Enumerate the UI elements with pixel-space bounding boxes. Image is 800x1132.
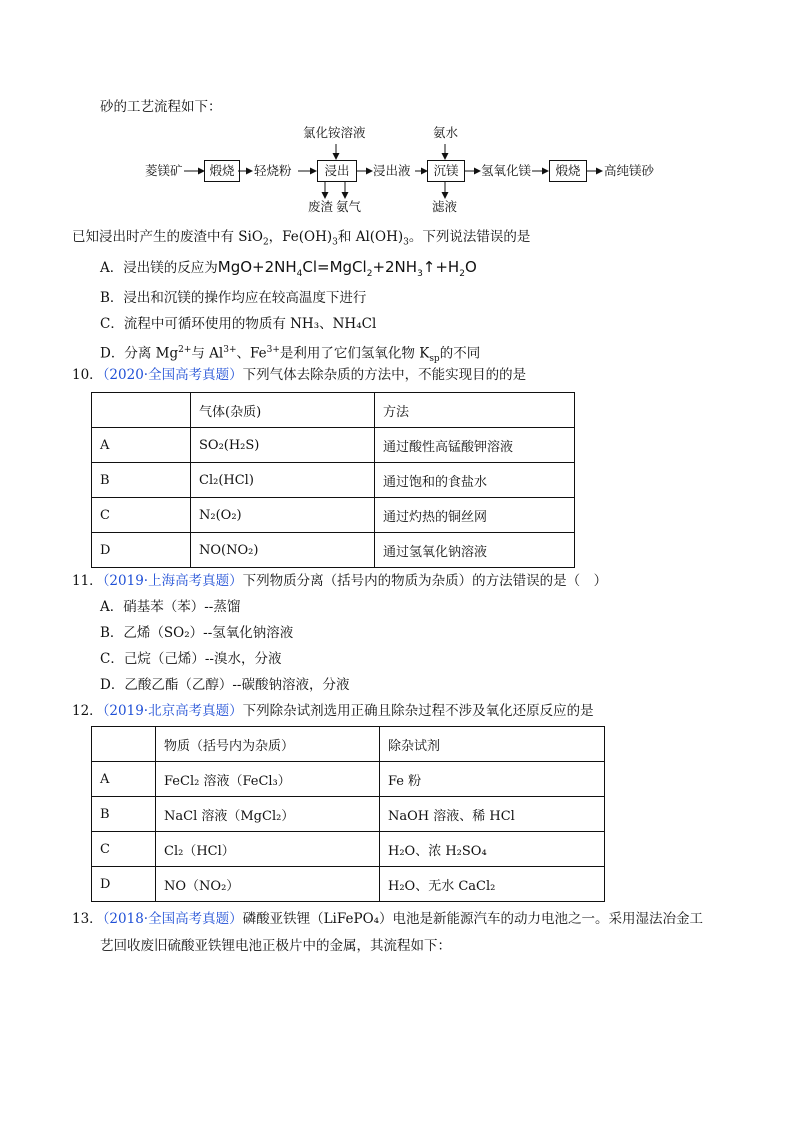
table-cell: 通过灼热的铜丝网 — [375, 498, 575, 533]
q10-stem: 10．（2020·全国高考真题）下列气体去除杂质的方法中，不能实现目的的是 — [72, 367, 527, 383]
table-row — [92, 832, 605, 867]
table-cell: NO（NO₂） — [156, 867, 380, 902]
table-cell: H₂O、无水 CaCl₂ — [380, 867, 605, 902]
flow-box-calcine-2: 煅烧 — [549, 160, 587, 182]
q9-known-condition: 已知浸出时产生的废渣中有 SiO$_2$，$Fe(OH)_3$和 $Al(OH)_3$。下列说法错误的是 — [72, 229, 531, 248]
table-cell: D — [92, 533, 191, 568]
table-cell: B — [92, 797, 156, 832]
table-cell: 方法 — [375, 393, 575, 428]
flow-hydroxide: 氢氧化镁 — [481, 163, 532, 178]
table-row — [92, 867, 605, 902]
q12-table — [91, 726, 605, 902]
table-cell: A — [92, 428, 191, 463]
flow-box-calcine: 煅烧 — [204, 160, 240, 182]
table-row — [92, 463, 575, 498]
q10-source[interactable]: （2020·全国高考真题） — [102, 367, 243, 383]
table-cell: Fe 粉 — [380, 762, 605, 797]
table-cell — [92, 727, 156, 762]
table-header-row — [92, 727, 605, 762]
table-cell: 通过饱和的食盐水 — [375, 463, 575, 498]
q9-option-b: B．浸出和沉镁的操作均应在较高温度下进行 — [100, 290, 367, 306]
table-cell: 气体(杂质) — [191, 393, 375, 428]
intro-line: 砂的工艺流程如下： — [100, 99, 222, 115]
q9-option-d: D．分离 $Mg^{2+}$与 $Al^{3+}$、$Fe^{3+}$是利用了它们氢氧化物 $K_{sp}$的不同 — [100, 345, 481, 365]
q9-option-c: C．流程中可循环使用的物质有 NH₃、NH₄Cl — [100, 316, 377, 332]
table-cell: NaOH 溶液、稀 HCl — [380, 797, 605, 832]
table-cell: 通过氢氧化钠溶液 — [375, 533, 575, 568]
table-cell: C — [92, 832, 156, 867]
table-cell: D — [92, 867, 156, 902]
flow-waste: 废渣 — [308, 199, 334, 214]
table-cell: Cl₂(HCl) — [191, 463, 375, 498]
process-flow-diagram — [140, 118, 680, 223]
q11-stem: 11．（2019·上海高考真题）下列物质分离（括号内的物质为杂质）的方法错误的是（ ） — [72, 573, 608, 589]
table-cell: B — [92, 463, 191, 498]
table-cell: H₂O、浓 H₂SO₄ — [380, 832, 605, 867]
flow-filtrate: 滤液 — [432, 199, 458, 214]
table-header-row — [92, 393, 575, 428]
table-row — [92, 533, 575, 568]
table-cell: 通过酸性高锰酸钾溶液 — [375, 428, 575, 463]
table-cell: 除杂试剂 — [380, 727, 605, 762]
flow-liquor: 浸出液 — [373, 163, 411, 178]
q9-option-a: A．浸出镁的反应为$MgO+2NH_4Cl=MgCl_2+2NH_3↑+H_2O$ — [100, 258, 477, 279]
flow-reagent-nh4cl: 氯化铵溶液 — [303, 125, 366, 140]
table-cell — [92, 393, 191, 428]
q11-source[interactable]: （2019·上海高考真题） — [102, 573, 243, 589]
table-row — [92, 797, 605, 832]
q12-source[interactable]: （2019·北京高考真题） — [102, 703, 243, 719]
flow-reagent-ammonia: 氨水 — [433, 125, 459, 140]
table-cell: A — [92, 762, 156, 797]
q11-option-d: D．乙酸乙酯（乙醇）--碳酸钠溶液，分液 — [100, 677, 350, 693]
table-cell: 物质（括号内为杂质） — [156, 727, 380, 762]
table-cell: NO(NO₂) — [191, 533, 375, 568]
q13-stem-continued: 艺回收废旧硫酸亚铁锂电池正极片中的金属，其流程如下： — [100, 938, 451, 954]
table-cell: C — [92, 498, 191, 533]
flow-raw: 菱镁矿 — [145, 163, 183, 178]
table-cell: Cl₂（HCl） — [156, 832, 380, 867]
q13-stem: 13．（2018·全国高考真题）磷酸亚铁锂（LiFePO₄）电池是新能源汽车的动力电池之一。采用湿法冶金工 — [72, 911, 704, 927]
table-cell: SO₂(H₂S) — [191, 428, 375, 463]
q13-source[interactable]: （2018·全国高考真题） — [102, 911, 243, 927]
q9-equation: $MgO+2NH_4Cl=MgCl_2+2NH_3↑+H_2O$ — [217, 258, 477, 279]
table-row — [92, 428, 575, 463]
table-cell: NaCl 溶液（MgCl₂） — [156, 797, 380, 832]
q12-stem: 12．（2019·北京高考真题）下列除杂试剂选用正确且除杂过程不涉及氧化还原反应的是 — [72, 703, 594, 719]
flow-box-precipitate: 沉镁 — [427, 160, 465, 182]
table-row — [92, 762, 605, 797]
q11-option-b: B．乙烯（SO₂）--氢氧化钠溶液 — [100, 625, 294, 641]
flow-powder: 轻烧粉 — [254, 163, 292, 178]
q10-table — [91, 392, 575, 568]
flow-gas: 氨气 — [336, 199, 362, 214]
table-cell: N₂(O₂) — [191, 498, 375, 533]
q11-option-c: C．己烷（己烯）--溴水，分液 — [100, 651, 282, 667]
flow-box-leach: 浸出 — [317, 160, 357, 182]
table-cell: FeCl₂ 溶液（FeCl₃） — [156, 762, 380, 797]
table-row — [92, 498, 575, 533]
flow-product: 高纯镁砂 — [604, 163, 655, 178]
q11-option-a: A．硝基苯（苯）--蒸馏 — [100, 599, 241, 615]
